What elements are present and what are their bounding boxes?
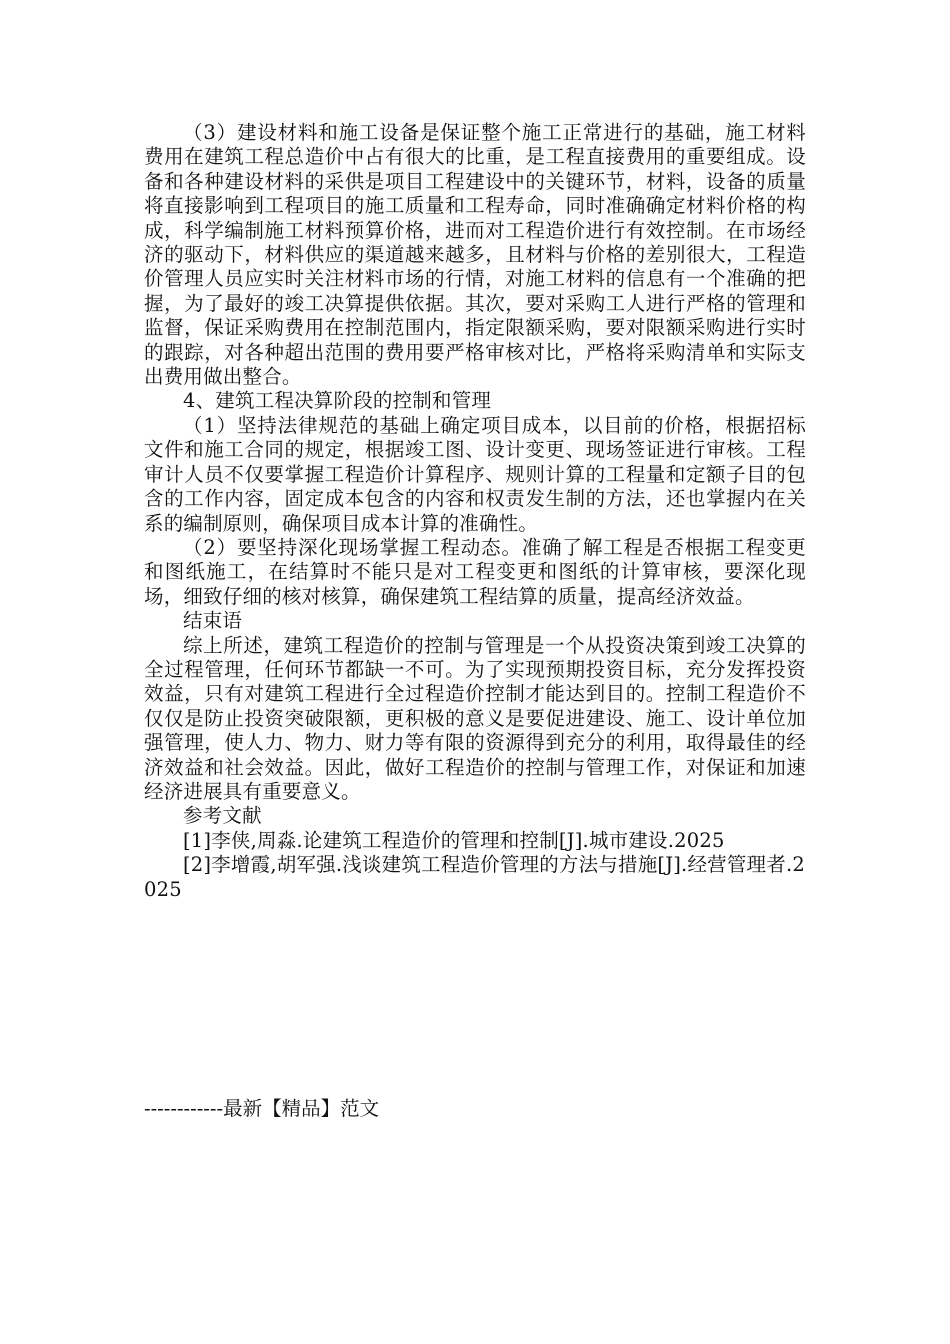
section-heading-4: 4、建筑工程决算阶段的控制和管理	[183, 389, 492, 413]
page-footer: ------------最新【精品】范文	[144, 1097, 380, 1120]
paragraph-materials-equipment: （3）建设材料和施工设备是保证整个施工正常进行的基础，施工材料费用在建筑工程总造价中占有很大的比重，是工程直接费用的重要组成。设备和各种建设材料的采供是项目工程建设中的关键环节，材料，设备的质量将直接影响到工程项目的施工质量和工程寿命，同时准确确定材料价格的构成，科学编制施工材料预算价格，进而对工程造价进行有效控制。在市场经济的驱动下，材料供应的渠道越来越多，且材料与价格的差别很大，工程造价管理人员应实时关注材料市场的行情，对施工材料的信息有一个准确的把握，为了最好的竣工决算提供依据。其次，要对采购工人进行严格的管理和监督，保证采购费用在控制范围内，指定限额采购，要对限额采购进行实时的跟踪，对各种超出范围的费用要严格审核对比，严格将采购清单和实际支出费用做出整合。	[144, 121, 806, 389]
references-heading: 参考文献	[183, 804, 262, 828]
reference-1: [1]李侠,周淼.论建筑工程造价的管理和控制[J].城市建设.2025	[183, 828, 725, 852]
paragraph-legal-basis: （1）坚持法律规范的基础上确定项目成本，以目前的价格，根据招标文件和施工合同的规定，根据竣工图、设计变更、现场签证进行审核。工程审计人员不仅要掌握工程造价计算程序、规则计算的工程量和定额子目的包含的工作内容，固定成本包含的内容和权责发生制的方法，还也掌握内在关系的编制原则，确保项目成本计算的准确性。	[144, 413, 806, 535]
document-body	[144, 121, 806, 902]
conclusion-heading: 结束语	[183, 609, 243, 633]
paragraph-conclusion: 综上所述，建筑工程造价的控制与管理是一个从投资决策到竣工决算的全过程管理，任何环节都缺一不可。为了实现预期投资目标，充分发挥投资效益，只有对建筑工程进行全过程造价控制才能达到目的。控制工程造价不仅仅是防止投资突破限额，更积极的意义是要促进建设、施工、设计单位加强管理，使人力、物力、财力等有限的资源得到充分的利用，取得最佳的经济效益和社会效益。因此，做好工程造价的控制与管理工作，对保证和加速经济进展具有重要意义。	[144, 633, 806, 803]
reference-2: [2]李增霞,胡军强.浅谈建筑工程造价管理的方法与措施[J].经营管理者.2025	[144, 853, 805, 901]
paragraph-site-dynamics: （2）要坚持深化现场掌握工程动态。准确了解工程是否根据工程变更和图纸施工，在结算时不能只是对工程变更和图纸的计算审核，要深化现场，细致仔细的核对核算，确保建筑工程结算的质量，提高经济效益。	[144, 535, 806, 608]
